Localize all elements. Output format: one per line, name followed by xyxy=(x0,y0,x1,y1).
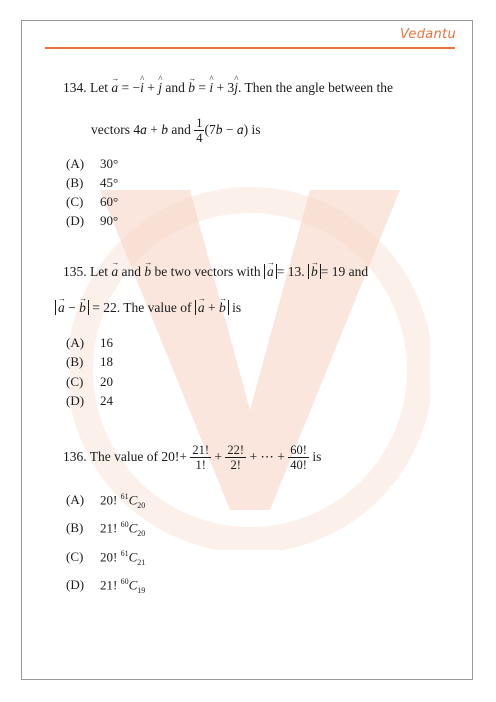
q134-option-a: (A) 30° xyxy=(66,156,119,171)
fraction-one-quarter: $\frac{1}{4}$ xyxy=(196,116,203,146)
fraction-60-over-40: $\frac{60!}{40!}$ xyxy=(290,443,307,473)
vedantu-logo: Vedantu xyxy=(399,27,456,42)
q136-option-b: (B) 21! $^{60}C_{20}$ xyxy=(66,520,146,538)
q135-option-c: (C) 20 xyxy=(66,374,113,389)
fraction-21-over-1: $\frac{21!}{1!}$ xyxy=(192,443,210,473)
q136-option-a: (A) 20! $^{61}C_{20}$ xyxy=(66,492,146,510)
q134-option-b: (B) 45° xyxy=(66,175,119,190)
q134-option-d: (D) 90° xyxy=(66,213,119,228)
q136-line1: 136. The value of 20!+ $\frac{21!}{1!}$ + $\frac{22!}{2!}$ + ⋯ + $\frac{60!}{40!}$ is xyxy=(63,443,322,473)
q135-line2: → a − → b = 22. The value of → a + → b is xyxy=(55,300,241,316)
q135-option-d: (D) 24 xyxy=(66,393,113,408)
q134-line1: 134. Let → a = −^ i + ^ j and → b = ^ i + 3^ j. Then the angle between the xyxy=(63,80,393,96)
q134-line2: vectors 4→ a + → b and $\frac{1}{4}$ (7→ b − → a) is xyxy=(91,115,260,145)
q136-option-c: (C) 20! $^{61}C_{21}$ xyxy=(66,549,146,567)
q136-option-d: (D) 21! $^{60}C_{19}$ xyxy=(66,577,146,595)
fraction-22-over-2: $\frac{22!}{2!}$ xyxy=(227,443,245,473)
header-rule xyxy=(45,47,455,49)
q135-option-b: (B) 18 xyxy=(66,354,113,369)
q135-option-a: (A) 16 xyxy=(66,335,113,350)
q134-option-c: (C) 60° xyxy=(66,194,119,209)
q135-line1: 135. Let → a and → b be two vectors with → a = 13. → b = 19 and xyxy=(63,264,368,280)
